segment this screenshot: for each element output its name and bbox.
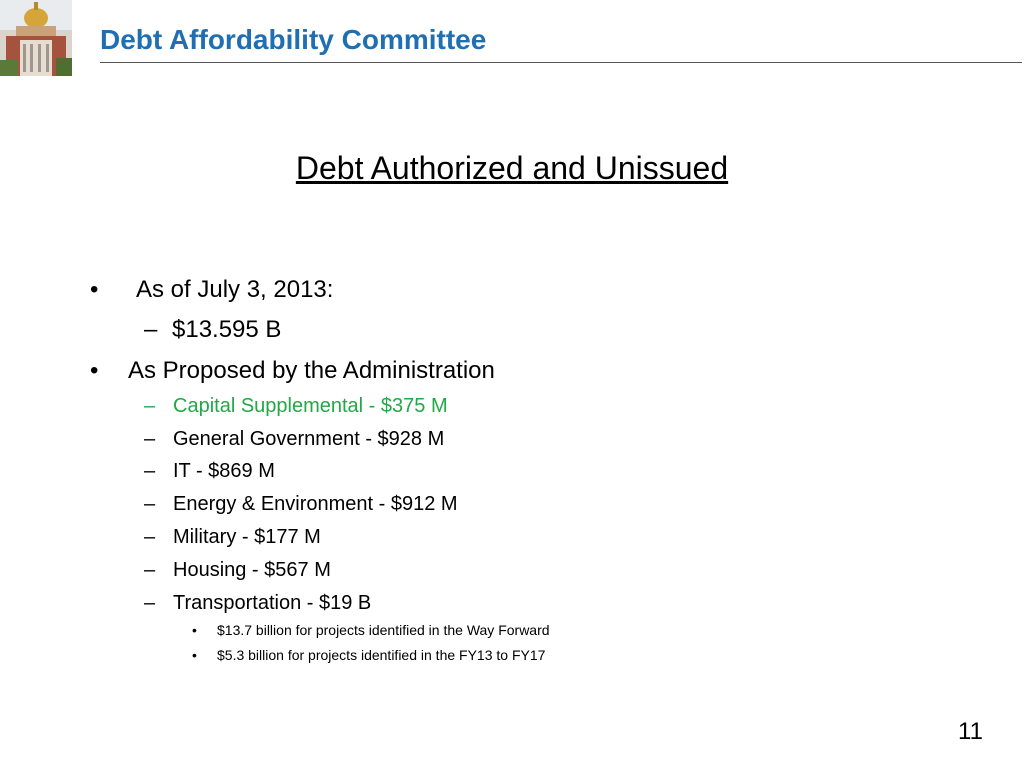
detail-text: $5.3 billion for projects identified in the FY13 to FY17 <box>217 647 546 663</box>
dash-mark: – <box>144 526 156 548</box>
list-item-text: Energy & Environment - $912 M <box>173 493 458 515</box>
slide-title: Debt Authorized and Unissued <box>295 150 729 186</box>
dash-mark: – <box>144 460 156 482</box>
dash-mark: – <box>144 395 156 417</box>
bullet-mark: • <box>192 647 197 663</box>
dash-mark: – <box>144 493 156 515</box>
list-item-text: Capital Supplemental - $375 M <box>173 395 448 417</box>
bullet-mark: • <box>90 357 99 384</box>
sub-bullet-text: $13.595 B <box>172 316 282 343</box>
page-number: 11 <box>958 718 983 745</box>
dash-mark: – <box>144 592 156 614</box>
header-divider <box>100 62 1022 63</box>
dash-mark: – <box>144 316 158 343</box>
list-item-text: Housing - $567 M <box>173 559 331 581</box>
bullet-text: As of July 3, 2013: <box>136 276 334 303</box>
header-title: Debt Affordability Committee <box>100 24 487 55</box>
bullet-mark: • <box>192 622 197 638</box>
dash-mark: – <box>144 428 156 450</box>
statehouse-photo <box>0 0 72 76</box>
list-item-text: Military - $177 M <box>173 526 321 548</box>
list-item-text: IT - $869 M <box>173 460 275 482</box>
list-item-text: Transportation - $19 B <box>173 592 372 614</box>
bullet-text: As Proposed by the Administration <box>128 357 495 384</box>
detail-text: $13.7 billion for projects identified in the Way Forward <box>217 622 550 638</box>
list-item-text: General Government - $928 M <box>173 428 445 450</box>
dash-mark: – <box>144 559 156 581</box>
bullet-mark: • <box>90 276 99 303</box>
